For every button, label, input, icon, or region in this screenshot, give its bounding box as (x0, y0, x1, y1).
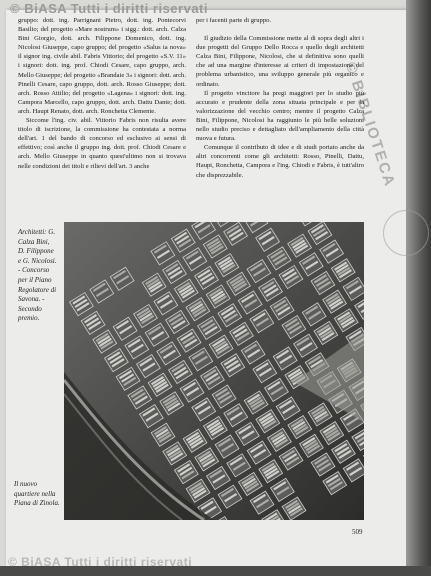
page-number: 509 (352, 528, 363, 536)
photo-caption-credits: Architetti: G. Calza Bini, D. Filippone e G. Nicolosi. - Concorso per il Piano Regolatore di Savona. - Secondo premio. (18, 228, 57, 323)
watermark-top: © BiASA Tutti i diritti riservati (10, 1, 208, 16)
urban-plan-model-photo (64, 222, 364, 520)
library-seal-icon (383, 210, 429, 256)
article-paragraph: gruppo: dott. ing. Parrignani Pietro, dott. ing. Pontecorvi Basilio; del progetto «Mare nostrum» i sigg.: dott. arch. Calza Bini Giorgio, dott. arch. Filippone Domenico, dott. ing. Nicolosi Giuseppe, capo gruppo; del progetto «Salus ia nova» il signor ing. civile abil. Fabris Vittorio; del progetto «S.V. 11» i signori: dott. ing. prof. Chiodi Cesare, capo gruppo, arch. Mello Giuseppe; del progetto «Brandaie 3» i signori: dott. arch. Pinelli Cesare, capo gruppo, dott. arch. Rosso Giuseppe; dott. arch. Rosso Attilio; del progetto «Lagena» i signori: dott. ing. Campora Marcello, capo gruppo, dott. arch. Dattu Dante; dott. arch. Haupt Renato, dott. arch. Ronchetta Clemente. (18, 17, 186, 115)
photo-caption-title: Il nuovo quartiere nella Piana di Zinola. (14, 480, 60, 508)
watermark-bottom: © BiASA Tutti i diritti riservati (8, 555, 193, 569)
article-paragraph: Il giudizio della Commissione mette al di sopra degli altri i due progetti del Gruppo Dello Rocca e quello degli architetti Calza Bini, Filippone, Nicolosi, che si definitiva sono quelli che ad una margine d'interesse ai criteri di impostazione del problema urbanistico, una sviluppo generale più organico e ordinato. (196, 35, 364, 88)
article-column-left (18, 16, 186, 171)
page-binding-edge (406, 0, 431, 576)
article-paragraph: per i facenti parte di gruppo. (196, 17, 272, 24)
article-column-right (196, 16, 364, 180)
article-paragraph: Il progetto vincitore ha pregi maggiori per lo studio più accurato e prudente della zona situata principale e per la valorizzazione del vecchio centro; mentre il progetto Calza Bini, Filippone, Nicolosi ha raggiunto le più belle soluzioni nello studio preciso e dettagliato dell'ampliamento della città nuova e futura. (196, 89, 364, 143)
article-paragraph: Siccome l'ing. civ. abil. Vittorio Fabris non risulta avere titolo di iscrizione, la commissione ha contestata a norma dell'art. 1 del bando di concorso ed esclusivo ai sensi di effettivo; così anche il gruppo ing. dott. prof. Chiodi Cesare e arch. Mello Giuseppe in quanto quest'ultimo non si trovava nelle condizioni dei titoli e rilievi dell'art. 3 anche (18, 117, 186, 170)
article-paragraph: Comunque il contributo di idee e di studi portato anche da altri concorrenti come gli architetti: Rosso, Pinelli, Dattu, Haupt, Ronchetta, Campora e l'ing. Chiodi e Fabris, è tutt'altro che disprezzabile. (196, 144, 364, 179)
watermark-side: © BIBLIOTECA (341, 60, 399, 190)
model-photo-drawing (64, 222, 364, 520)
